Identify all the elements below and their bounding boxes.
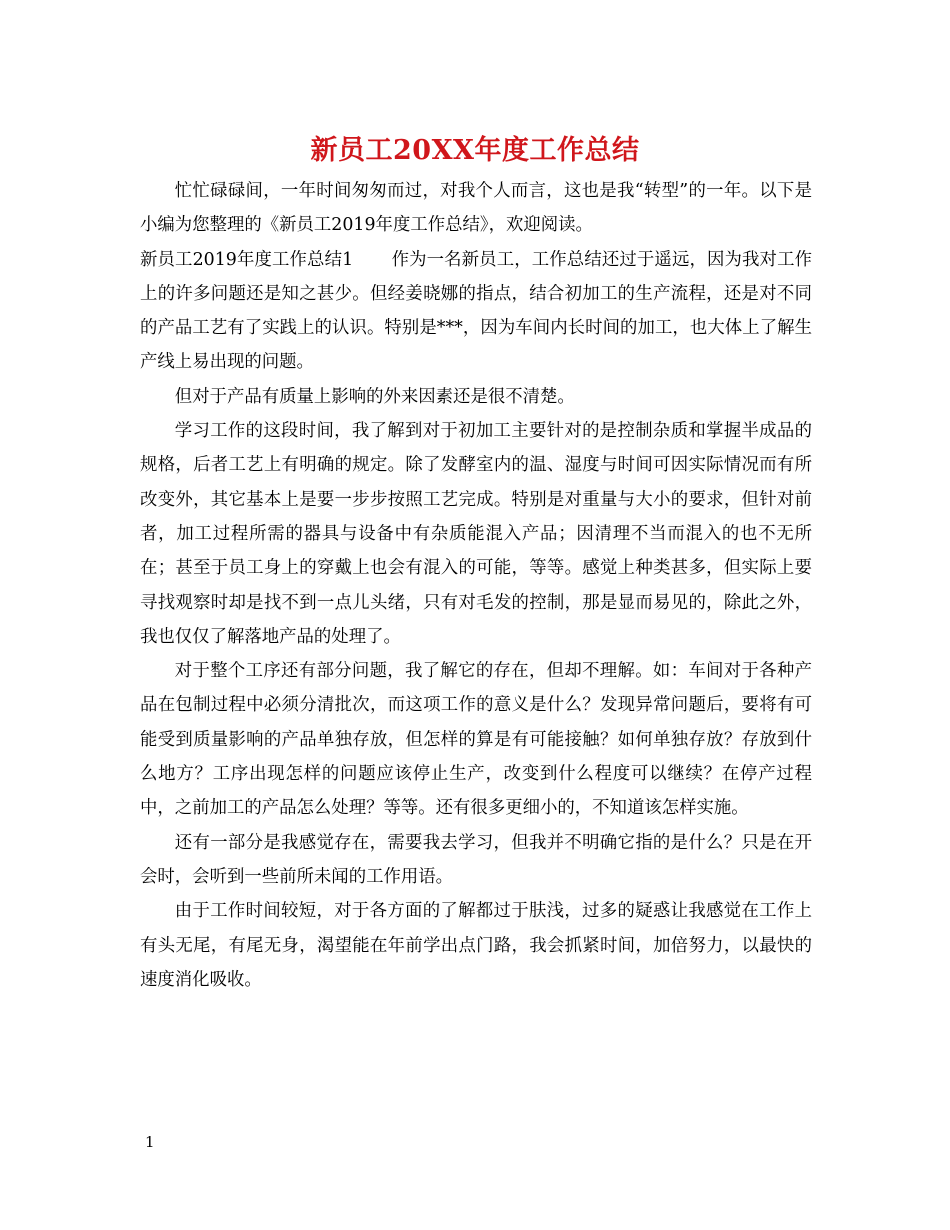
section-paragraph bbox=[140, 243, 812, 380]
document-title: 新员工20XX年度工作总结 bbox=[310, 135, 640, 166]
body-paragraph: 还有一部分是我感觉存在，需要我去学习，但我并不明确它指的是什么？只是在开会时，会听到一些前所未闻的工作用语。 bbox=[140, 832, 812, 887]
document-body bbox=[140, 174, 812, 997]
section-heading: 新员工2019年度工作总结1 bbox=[140, 249, 354, 270]
section-first-text: 作为一名新员工，工作总结还过于遥远，因为我对工作上的许多问题还是知之甚少。但经姜晓娜的指点，结合初加工的生产流程，还是对不同的产品工艺有了实践上的认识。特别是***，因为车间内长时间的加工，也大体上了解生产线上易出现的问题。 bbox=[140, 249, 812, 373]
body-paragraph: 但对于产品有质量上影响的外来因素还是很不清楚。 bbox=[174, 386, 575, 407]
body-paragraph: 学习工作的这段时间，我了解到对于初加工主要针对的是控制杂质和掌握半成品的规格，后者工艺上有明确的规定。除了发酵室内的温、湿度与时间可因实际情况而有所改变外，其它基本上是要一步步按照工艺完成。特别是对重量与大小的要求，但针对前者，加工过程所需的器具与设备中有杂质能混入产品；因清理不当而混入的也不无所在；甚至于员工身上的穿戴上也会有混入的可能，等等。感觉上种类甚多，但实际上要寻找观察时却是找不到一点儿头绪，只有对毛发的控制，那是显而易见的，除此之外，我也仅仅了解落地产品的处理了。 bbox=[140, 421, 812, 647]
page-number: 1 bbox=[145, 1133, 155, 1151]
body-paragraph: 由于工作时间较短，对于各方面的了解都过于肤浅，过多的疑惑让我感觉在工作上有头无尾，有尾无身，渴望能在年前学出点门路，我会抓紧时间，加倍努力，以最快的速度消化吸收。 bbox=[140, 901, 812, 990]
body-paragraph: 对于整个工序还有部分问题，我了解它的存在，但却不理解。如：车间对于各种产品在包制过程中必须分清批次，而这项工作的意义是什么？发现异常问题后，要将有可能受到质量影响的产品单独存放，但怎样的算是有可能接触？如何单独存放？存放到什么地方？工序出现怎样的问题应该停止生产，改变到什么程度可以继续？在停产过程中，之前加工的产品怎么处理？等等。还有很多更细小的，不知道该怎样实施。 bbox=[140, 661, 812, 819]
intro-paragraph: 忙忙碌碌间，一年时间匆匆而过，对我个人而言，这也是我“转型”的一年。以下是小编为您整理的《新员工2019年度工作总结》，欢迎阅读。 bbox=[140, 181, 812, 236]
